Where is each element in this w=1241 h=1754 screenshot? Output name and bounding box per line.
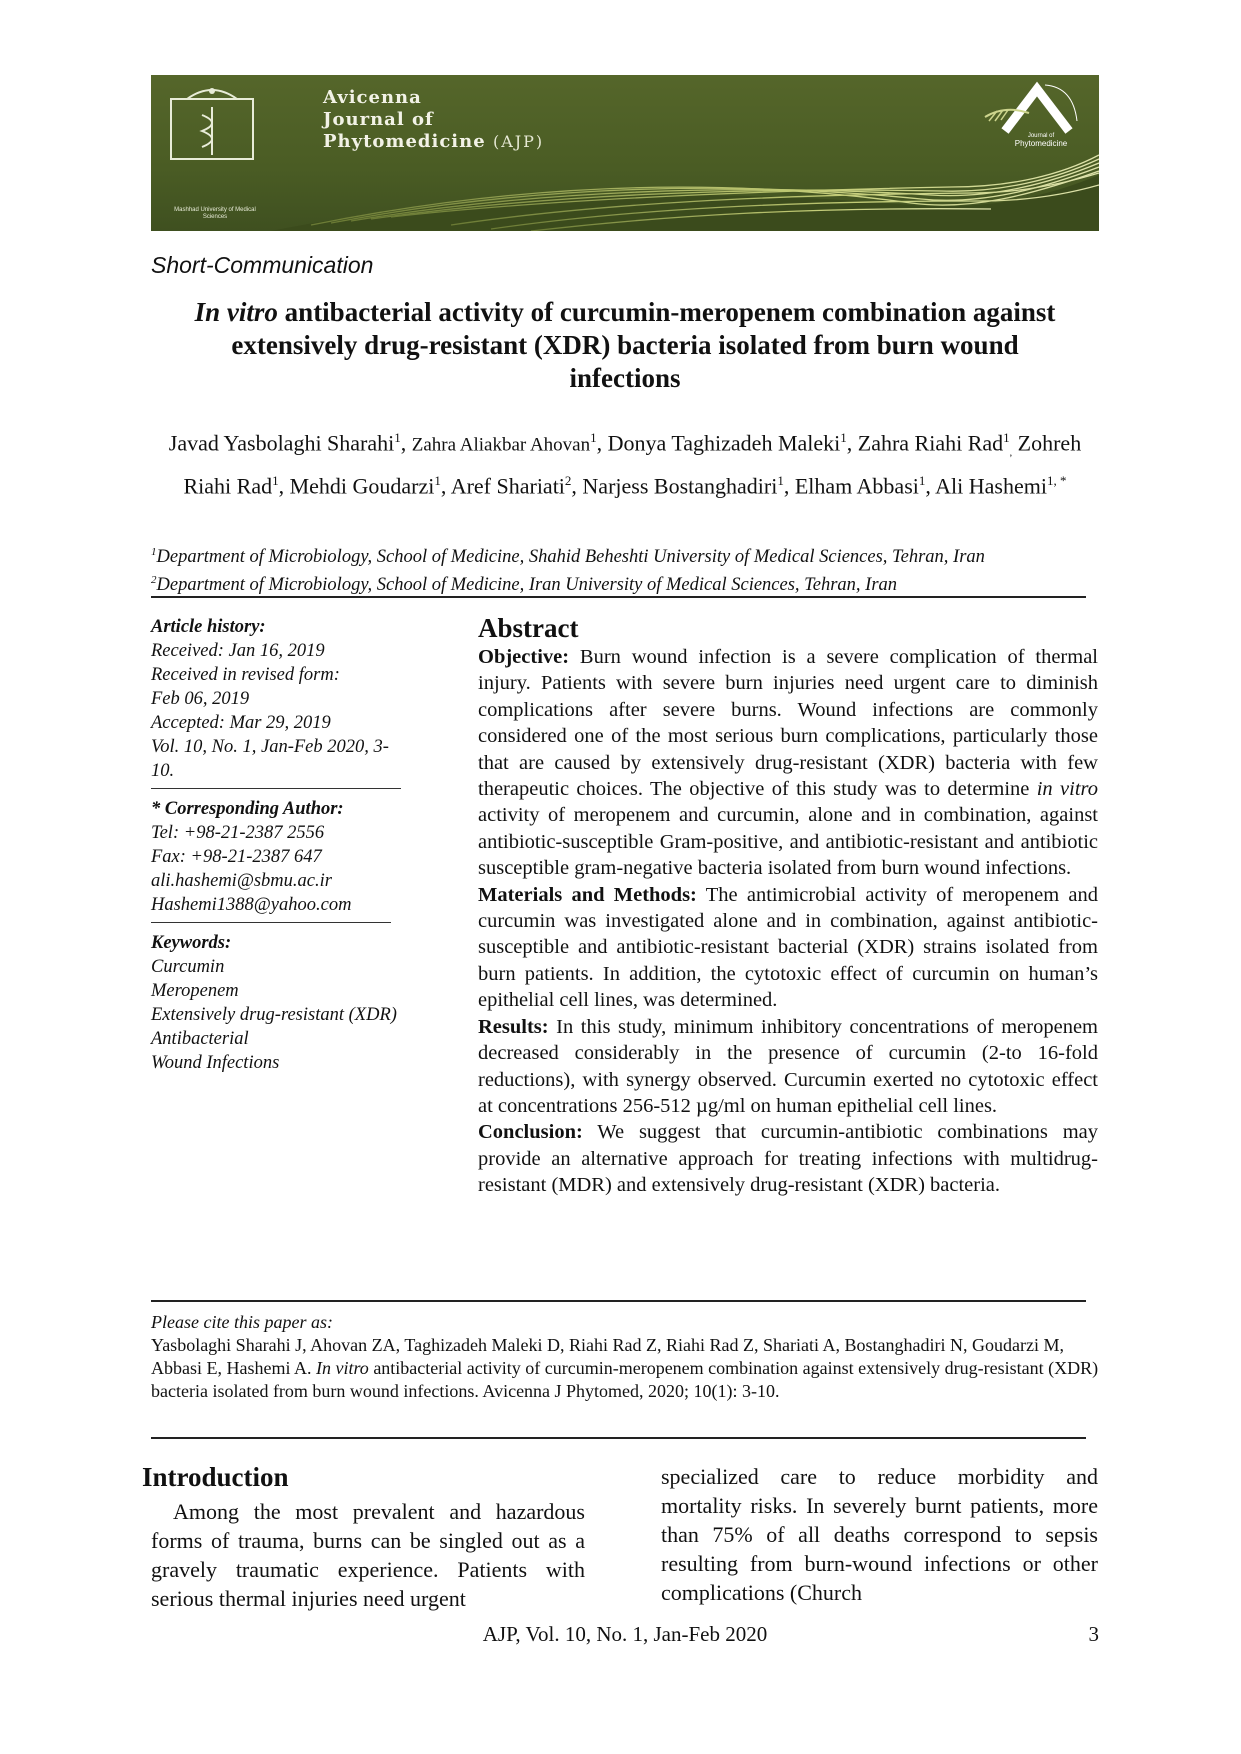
title-italic: In vitro [194,297,278,327]
article-info-sidebar [151,615,441,1075]
author-name: Zahra Aliakbar Ahovan [411,434,591,456]
keyword: Curcumin [151,957,225,977]
accepted-date: Accepted: Mar 29, 2019 [151,713,331,733]
author-name: Narjess Bostanghadiri [582,473,778,499]
avicenna-logo-mark [945,81,1085,141]
abstract-objective: Objective: Burn wound infection is a severe complication of thermal injury. Patients with severe burn injuries need urgent care to diminish complications after severe burns. Wound infections are commonly considered one of the most serious burn complications, particularly those that are caused by extensively drug-resistant (XDR) bacteria with few therapeutic choices. The objective of this study was to determine in vitro activity of meropenem and curcumin, alone and in combination, against antibiotic-susceptible Gram-positive, and antibiotic-resistant and antibiotic susceptible gram-negative bacteria isolated from burn wound infections. [478,646,1098,880]
title-line3: infections [569,363,681,393]
article-title [151,296,1099,395]
university-logo [167,85,257,185]
author-name: Mehdi Goudarzi [289,473,435,499]
author-name: Ali Hashemi [935,473,1047,499]
affiliations [151,541,1111,597]
title-line2: extensively drug-resistant (XDR) bacteria isolated from burn wound [231,330,1019,360]
volume-info-cont: 10. [151,761,175,781]
journal-banner [151,75,1099,231]
citation-label: Please cite this paper as: [151,1312,333,1332]
sidebar-divider [151,922,391,923]
journal-name-line2: Journal of [323,109,434,130]
journal-name [323,87,544,153]
header-divider [151,596,1086,598]
sidebar-divider [151,788,401,789]
corresponding-heading: * Corresponding Author: [151,799,344,819]
introduction-left-column: Among the most prevalent and hazardous forms of trauma, burns can be singled out as a gravely traumatic experience. Patients with serious thermal injuries need urgent [151,1499,585,1611]
abstract [478,612,1098,1199]
author-name: Zahra Riahi Rad [857,430,1004,456]
abstract-methods: Materials and Methods: The antimicrobial activity of meropenem and curcumin was investigated alone and in combination, against antibiotic-susceptible and antibiotic-resistant bacterial (XDR) strains isolated from burn patients. In addition, the cytotoxic effect of curcumin on human’s epithelial cell lines, was determined. [478,883,1098,1012]
journal-abbreviation: (AJP) [492,132,545,151]
author-name: Javad Yasbolaghi Sharahi [168,430,395,456]
citation-divider-bottom [151,1437,1086,1439]
keyword: Meropenem [151,981,239,1001]
logo-subtitle-2: Phytomedicine [1014,139,1068,148]
journal-name-line1: Avicenna [323,87,422,108]
footer-journal-info: AJP, Vol. 10, No. 1, Jan-Feb 2020 [482,1622,768,1646]
author-list: Javad Yasbolaghi Sharahi$^1$, Zahra Aliakbar Ahovan$^1$, Donya Taghizadeh Maleki$^1$, Zahra Riahi Rad$^1_,$ Zohreh Riahi Rad$^1$, Mehdi Goudarzi$^1$, Aref Shariati$^2$, Narjess Bostanghadiri$^1$, Elham Abbasi$^1$, Ali Hashemi$^{1, *}$ [168,430,1082,499]
citation-block [151,1311,1101,1403]
title-line1: antibacterial activity of curcumin-meropenem combination against [277,297,1056,327]
page-number: 3 [1088,1622,1099,1646]
logo-subtitle-1: Journal of [1027,133,1055,139]
article-type: Short-Communication [151,252,374,278]
abstract-conclusion: Conclusion: We suggest that curcumin-antibiotic combinations may provide an alternative approach for treating infections with multidrug-resistant (MDR) and extensively drug-resistant (XDR) bacteria. [478,1121,1098,1197]
corresponding-email: Hashemi1388@yahoo.com [151,895,352,915]
keywords-heading: Keywords: [151,933,232,953]
keyword: Antibacterial [151,1029,249,1049]
citation-divider-top [151,1300,1086,1302]
volume-info: Vol. 10, No. 1, Jan-Feb 2020, 3- [151,737,389,757]
introduction-right-column: specialized care to reduce morbidity and mortality risks. In severely burnt patients, more than 75% of all deaths correspond to sepsis resulting from burn-wound infections or other complications (Church [661,1464,1098,1605]
received-date: Received: Jan 16, 2019 [151,641,325,661]
keyword: Extensively drug-resistant (XDR) [151,1005,397,1025]
affiliation-1: $^1$Department of Microbiology, School of Medicine, Shahid Beheshti University of Medical Sciences, Tehran, Iran [151,546,985,568]
author-name: Elham Abbasi [794,473,919,499]
introduction-heading: Introduction [142,1462,289,1492]
corresponding-fax: Fax: +98-21-2387 647 [151,847,322,867]
history-heading: Article history: [151,617,266,637]
affiliation-2: $^2$Department of Microbiology, School of Medicine, Iran University of Medical Sciences, Tehran, Iran [151,574,898,596]
journal-name-line3: Phytomedicine [323,131,486,152]
citation-text: Yasbolaghi Sharahi J, Ahovan ZA, Taghizadeh Maleki D, Riahi Rad Z, Riahi Rad Z, Shariati A, Bostanghadiri N, Goudarzi M, Abbasi E, Hashemi A. In vitro antibacterial activity of curcumin-meropenem combination against extensively drug-resistant (XDR) bacteria isolated from burn wound infections. Avicenna J Phytomed, 2020; 10(1): 3-10. [151,1335,1099,1401]
abstract-results: Results: In this study, minimum inhibitory concentrations of meropenem decreased considerably in the presence of curcumin (2-to 16-fold reductions), with synergy observed. Curcumin exerted no cytotoxic effect at concentrations 256-512 µg/ml on human epithelial cell lines. [478,1015,1098,1117]
revised-date: Feb 06, 2019 [151,689,250,709]
avicenna-logo [945,81,1085,171]
abstract-heading: Abstract [478,613,579,643]
corresponding-email: ali.hashemi@sbmu.ac.ir [151,871,332,891]
university-name: Mashhad University of Medical Sciences [174,207,256,220]
author-name: Aref Shariati [450,473,565,499]
revised-label: Received in revised form: [151,665,340,685]
corresponding-tel: Tel: +98-21-2387 2556 [151,823,325,843]
author-name: Zohreh Riahi Rad [183,430,1082,499]
keyword: Wound Infections [151,1053,280,1073]
author-name: Donya Taghizadeh Maleki [607,430,841,456]
